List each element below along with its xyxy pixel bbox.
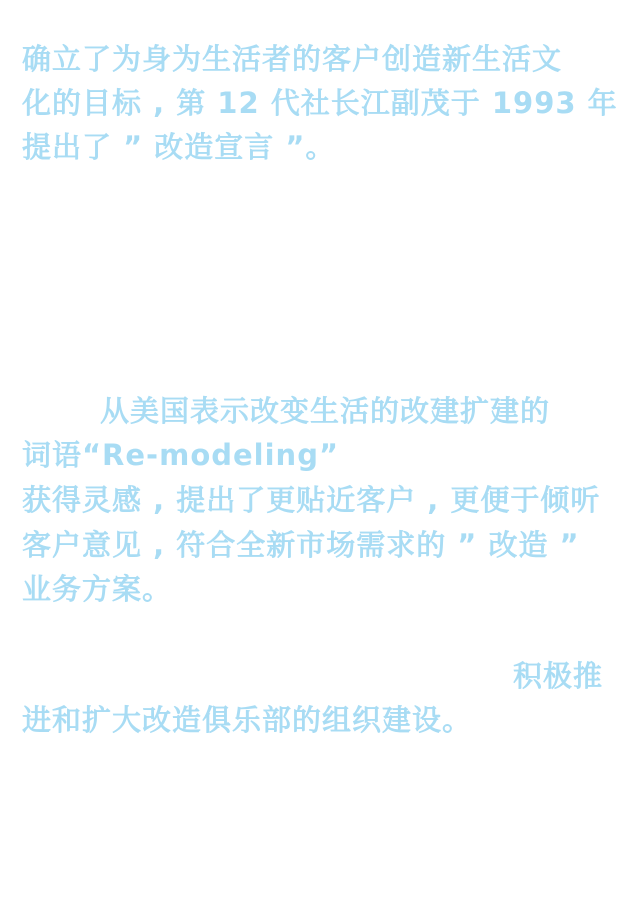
paragraph-1-line-1: 确立了为身为生活者的客户创造新生活文 [22, 42, 563, 76]
paragraph-1-line-3: 提出了 ” 改造宣言 ”。 [22, 130, 336, 164]
paragraph-2-line-2: 词语“Re-modeling” [22, 438, 340, 472]
paragraph-2-line-1: 从美国表示改变生活的改建扩建的 [100, 394, 551, 428]
paragraph-2-line-3: 获得灵感 , 提出了更贴近客户 , 更便于倾听 [22, 483, 601, 517]
paragraph-2-line-4: 客户意见 , 符合全新市场需求的 ” 改造 ” [22, 528, 580, 562]
paragraph-2-line-5: 业务方案。 [22, 572, 173, 606]
paragraph-1-line-2: 化的目标 , 第 12 代社长江副茂于 1993 年 [22, 86, 618, 120]
paragraph-3-line-2: 进和扩大改造俱乐部的组织建设。 [22, 703, 473, 737]
paragraph-3-line-1: 积极推 [513, 659, 604, 693]
